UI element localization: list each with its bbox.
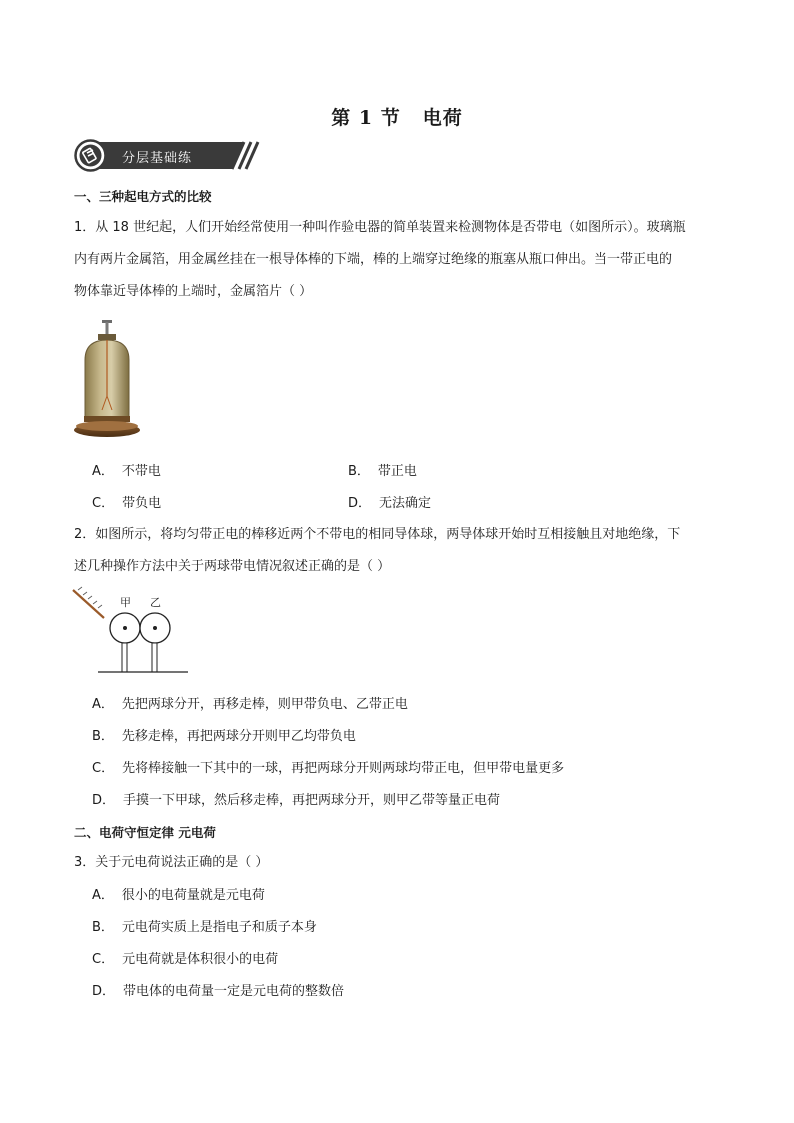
title-sub: 电荷 <box>422 107 463 129</box>
q2-option-a: A． 先把两球分开，再移走棒，则甲带负电、乙带正电 <box>92 697 408 712</box>
electroscope-figure <box>72 318 142 444</box>
q1-option-d: D． 无法确定 <box>348 496 432 511</box>
question-2-line-2: 述几种操作方法中关于两球带电情况叙述正确的是（ ） <box>74 559 391 574</box>
q3-option-a: A． 很小的电荷量就是元电荷 <box>92 888 265 903</box>
sphere-label-left: 甲 <box>120 596 131 609</box>
question-1 <box>74 212 724 308</box>
question-1-line-2: 内有两片金属箔，用金属丝挂在一根导体棒的下端，棒的上端穿过绝缘的瓶塞从瓶口伸出。当一带正电的 <box>74 252 673 267</box>
question-1-line-3: 物体靠近导体棒的上端时，金属箔片（ ） <box>74 284 313 299</box>
q1-option-b: B． 带正电 <box>348 464 417 479</box>
q2-option-b: B． 先移走棒，再把两球分开则甲乙均带负电 <box>92 729 356 744</box>
conductor-spheres-figure <box>70 586 190 678</box>
question-2-number: 2． <box>74 527 96 542</box>
q3-option-c: C． 元电荷就是体积很小的电荷 <box>92 952 279 967</box>
question-3 <box>74 847 724 879</box>
page-title <box>0 103 794 130</box>
q3-option-d: D． 带电体的电荷量一定是元电荷的整数倍 <box>92 984 345 999</box>
section-heading-2: 二、电荷守恒定律 元电荷 <box>74 825 216 840</box>
q2-option-c: C． 先将棒接触一下其中的一球，再把两球分开则两球均带正电，但甲带电量更多 <box>92 761 565 776</box>
q1-option-a: A． 不带电 <box>92 464 161 479</box>
question-1-number: 1． <box>74 220 96 235</box>
question-3-number: 3． <box>74 855 96 870</box>
banner-label: 分层基础练 <box>122 151 193 166</box>
question-2-line-1: 2．如图所示，将均匀带正电的棒移近两个不带电的相同导体球，两导体球开始时互相接触且对地绝缘，下 <box>74 527 681 542</box>
q3-option-b: B． 元电荷实质上是指电子和质子本身 <box>92 920 317 935</box>
question-1-line-1: 1．从 18 世纪起，人们开始经常使用一种叫作验电器的简单装置来检测物体是否带电（如图所示）。玻璃瓶 <box>74 220 686 235</box>
title-main: 第 1 节 <box>331 107 401 129</box>
question-3-line-1: 3．关于元电荷说法正确的是（ ） <box>74 855 269 870</box>
q1-option-c: C． 带负电 <box>92 496 162 511</box>
sphere-label-right: 乙 <box>150 596 161 609</box>
section-heading-1: 一、三种起电方式的比较 <box>74 189 212 204</box>
question-2 <box>74 519 724 583</box>
q2-option-d: D． 手摸一下甲球，然后移走棒，再把两球分开，则甲乙带等量正电荷 <box>92 793 501 808</box>
